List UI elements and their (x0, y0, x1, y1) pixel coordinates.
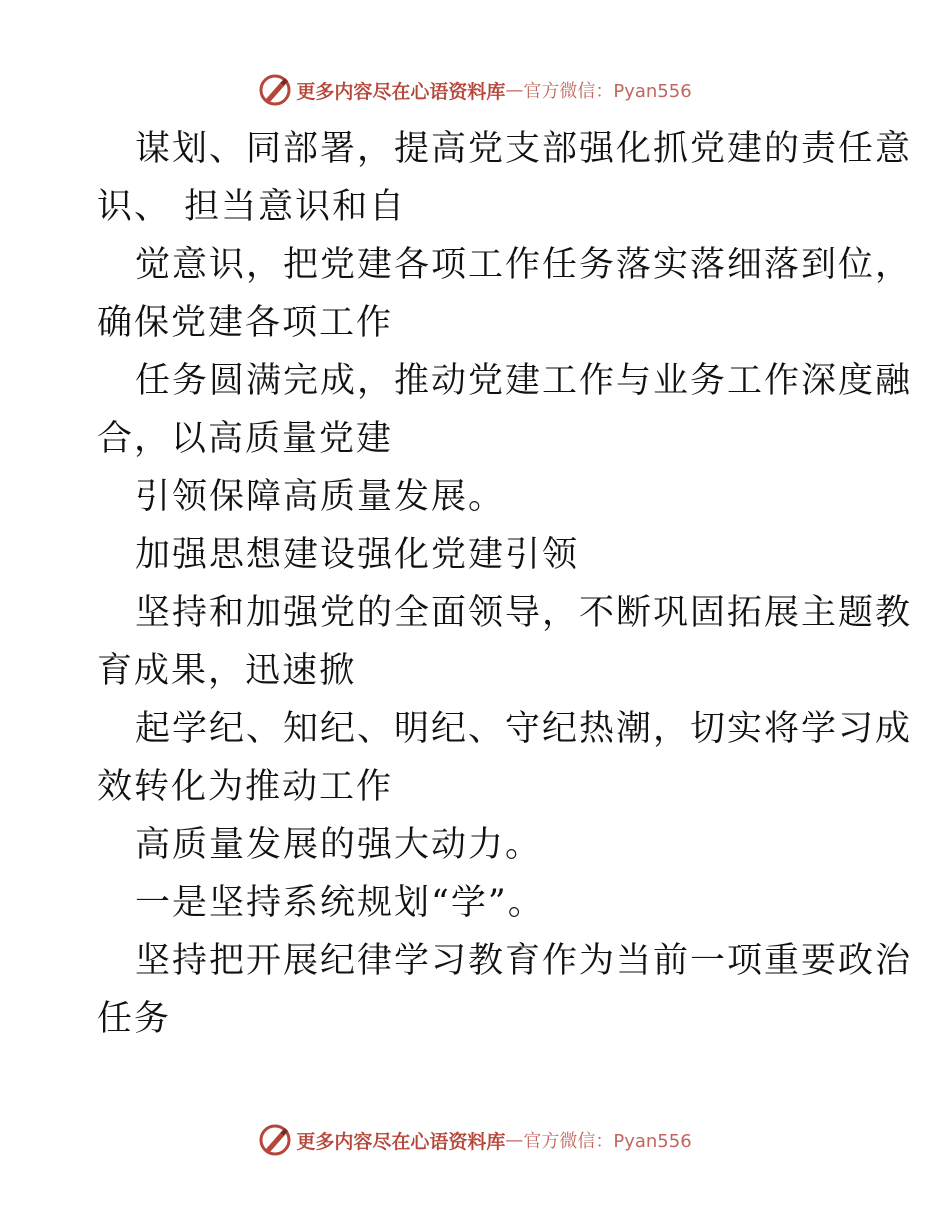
header-banner (0, 70, 950, 110)
text-line: 高质量发展的强大动力。 (135, 825, 543, 865)
text-line: 引领保障高质量发展。 (135, 477, 506, 517)
document-body (97, 120, 913, 1048)
banner-official-account: 官方微信：Pyan556 (523, 81, 692, 102)
text-line: 育成果，迅速掀 (97, 651, 357, 691)
text-line: 坚持和加强党的全面领导，不断巩固拓展主题教 (135, 593, 913, 633)
text-line: 效转化为推动工作 (97, 767, 394, 807)
footer-banner (0, 1120, 950, 1160)
text-line: 觉意识，把党建各项工作任务落实落细落到位， (135, 245, 913, 285)
banner-text: 更多内容尽在心语资料库 (296, 1130, 506, 1153)
text-line: 起学纪、知纪、明纪、守纪热潮，切实将学习成 (135, 709, 913, 749)
text-line: 识、 担当意识和自 (97, 187, 407, 227)
text-line: 任务 (97, 999, 172, 1039)
text-line: 合，以高质量党建 (97, 419, 394, 459)
banner-text: 更多内容尽在心语资料库 (296, 80, 506, 103)
banner-official-account: 官方微信：Pyan556 (523, 1131, 692, 1152)
subsection-heading: 一是坚持系统规划“学”。 (135, 883, 545, 923)
banner-dash: — (505, 1129, 524, 1151)
text-line: 确保党建各项工作 (97, 303, 394, 343)
section-heading: 加强思想建设强化党建引领 (135, 535, 580, 575)
text-line: 坚持把开展纪律学习教育作为当前一项重要政治 (135, 941, 913, 981)
text-line: 任务圆满完成，推动党建工作与业务工作深度融 (135, 361, 913, 401)
pen-logo-icon (258, 1123, 292, 1157)
text-line: 谋划、同部署，提高党支部强化抓党建的责任意 (135, 129, 913, 169)
pen-logo-icon (258, 73, 292, 107)
banner-dash: — (505, 79, 524, 101)
